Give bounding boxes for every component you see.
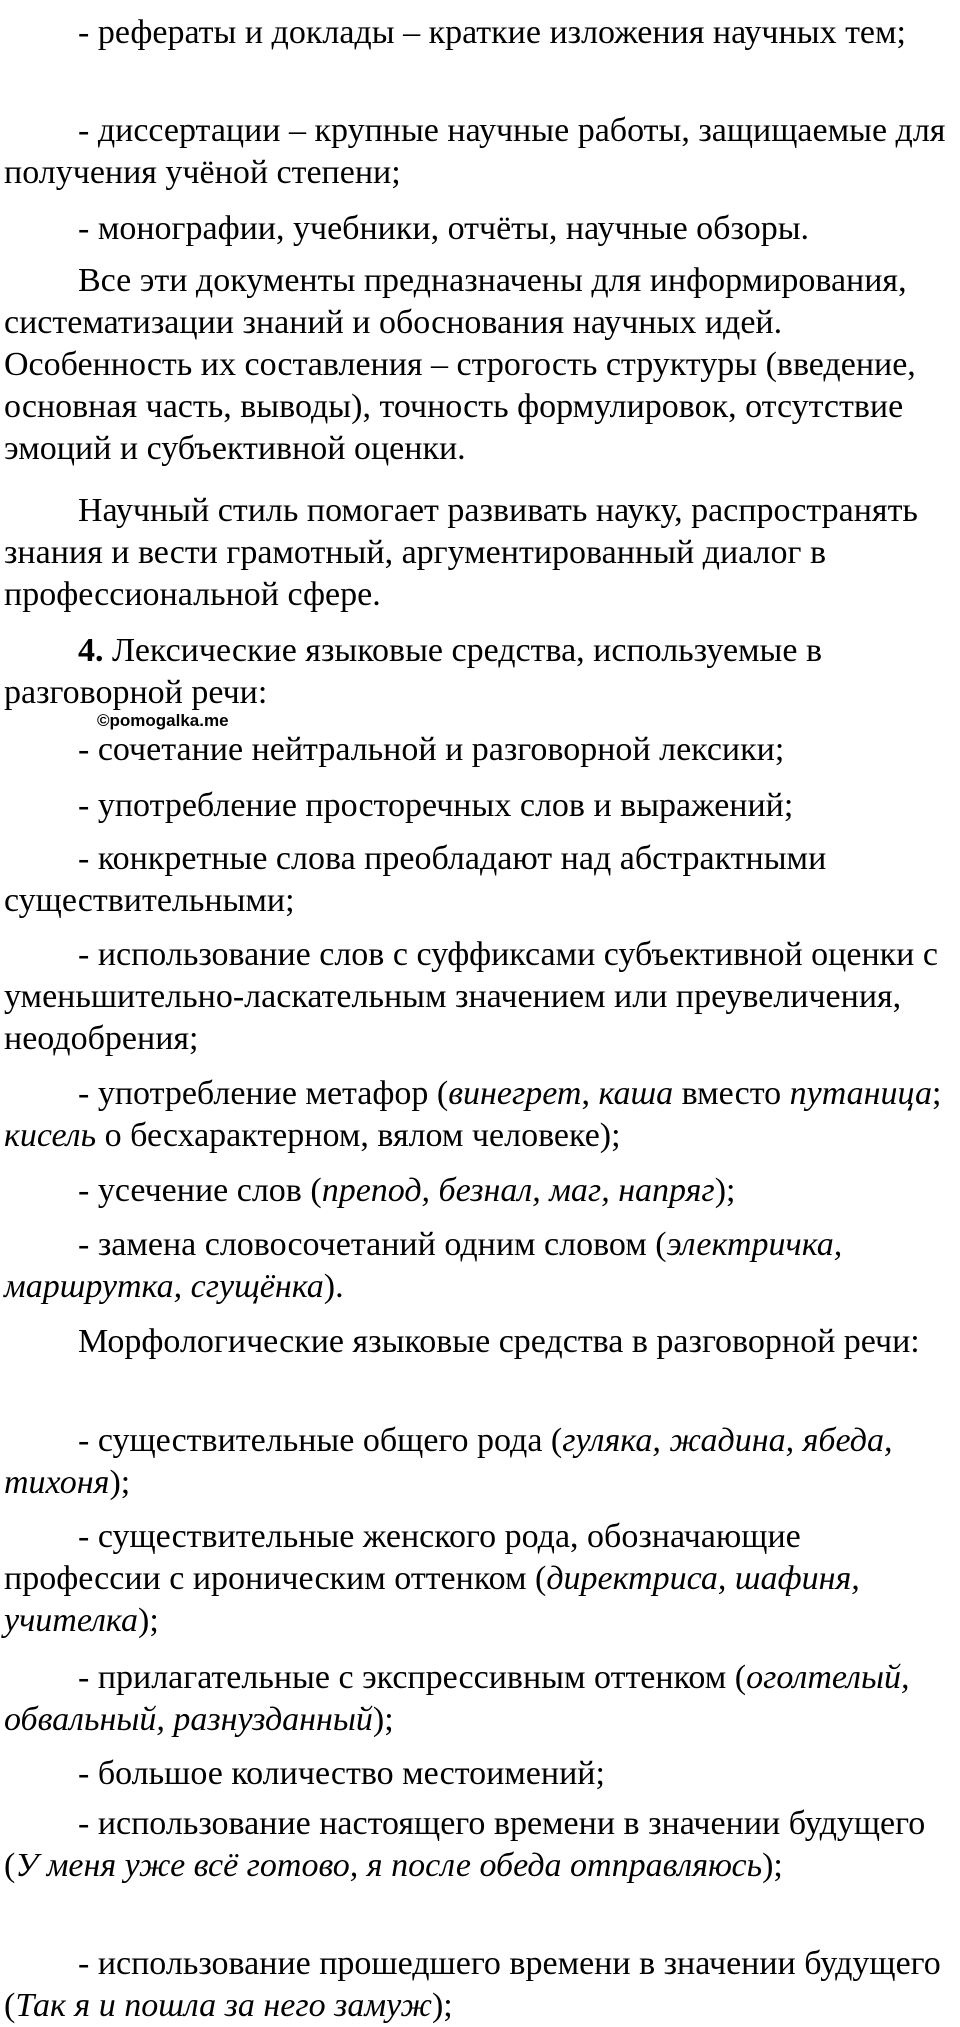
text-run: - сочетание нейтральной и разговорной лексики; [78, 731, 785, 768]
italic-example-text: гуляка, жадина, ябеда, тихоня [4, 1422, 893, 1501]
watermark: ©pomogalka.me [97, 711, 229, 730]
text-run: Лексические языковые средства, используемые в разговорной речи: [4, 632, 823, 711]
text-run: - диссертации – крупные научные работы, защищаемые для получения учёной степени; [4, 112, 946, 191]
paragraph [4, 1516, 954, 1642]
text-run: - замена словосочетаний одним словом ( [78, 1226, 667, 1263]
text-run: вместо [673, 1075, 790, 1112]
text-run: , [581, 1075, 599, 1112]
paragraph [4, 490, 954, 616]
paragraph [4, 1803, 954, 1887]
paragraph [4, 1753, 954, 1795]
italic-example-text: директриса, шафиня, учителка [4, 1560, 860, 1639]
paragraph [4, 630, 954, 714]
text-run: Морфологические языковые средства в разговорной речи: [78, 1323, 920, 1360]
text-run: ); [431, 1987, 453, 2024]
text-run: о бесхарактерном, вялом человеке); [96, 1117, 621, 1154]
text-run: Научный стиль помогает развивать науку, распространять знания и вести грамотный, аргументированный диалог в профессиональной сфере. [4, 492, 918, 613]
italic-example-text: Так я и пошла за него замуж [15, 1987, 432, 2024]
paragraph [4, 1657, 954, 1741]
italic-example-text: путаница [789, 1075, 932, 1112]
italic-example-text: электричка, маршрутка, сгущёнка [4, 1226, 843, 1305]
italic-example-text: препод, безнал, маг, напряг [321, 1172, 715, 1209]
paragraph [4, 1943, 954, 2027]
paragraph [4, 1073, 954, 1157]
paragraph [4, 729, 954, 771]
text-run: ). [323, 1268, 344, 1305]
text-run: ); [109, 1464, 131, 1501]
paragraph [4, 838, 954, 922]
text-run: - конкретные слова преобладают над абстрактными существительными; [4, 840, 827, 919]
text-run: ); [762, 1847, 783, 1884]
paragraph [4, 12, 954, 54]
text-run: - прилагательные с экспрессивным оттенком ( [78, 1659, 747, 1696]
paragraph [4, 1224, 954, 1308]
italic-example-text: оголтелый, обвальный, разнузданный [4, 1659, 910, 1738]
item-number: 4. [78, 632, 104, 669]
text-run: ); [372, 1701, 394, 1738]
text-run: ); [714, 1172, 736, 1209]
italic-example-text: У меня уже всё готово, я после обеда отправляюсь [15, 1847, 763, 1884]
text-run: - рефераты и доклады – краткие изложения научных тем; [78, 14, 906, 51]
text-run: ; [931, 1075, 942, 1112]
text-run: - употребление просторечных слов и выражений; [78, 787, 794, 824]
paragraph [4, 934, 954, 1060]
italic-example-text: кисель [4, 1117, 97, 1154]
paragraph [4, 1420, 954, 1504]
text-run: - использование настоящего времени в значении будущего ( [4, 1805, 926, 1884]
text-run: - большое количество местоимений; [78, 1755, 605, 1792]
text-run: Все эти документы предназначены для информирования, систематизации знаний и обоснования научных идей. Особенность их составления – строгость структуры (введение, основная часть, выводы), точность формулировок, отсутствие эмоций и субъективной оценки. [4, 262, 916, 467]
text-run: - существительные женского рода, обозначающие профессии с ироническим оттенком ( [4, 1518, 801, 1597]
paragraph [4, 110, 954, 194]
text-run: - существительные общего рода ( [78, 1422, 563, 1459]
paragraph [4, 1170, 954, 1212]
paragraph [4, 1321, 954, 1363]
text-run: - усечение слов ( [78, 1172, 322, 1209]
text-run: - употребление метафор ( [78, 1075, 449, 1112]
italic-example-text: каша [598, 1075, 674, 1112]
paragraph [4, 785, 954, 827]
text-run: - использование прошедшего времени в значении будущего ( [4, 1945, 941, 2024]
text-run: - использование слов с суффиксами субъективной оценки с уменьшительно-ласкательным значением или преувеличения, неодобрения; [4, 936, 938, 1057]
text-run: ); [138, 1602, 159, 1639]
italic-example-text: винегрет [448, 1075, 582, 1112]
paragraph [4, 260, 954, 470]
paragraph [4, 208, 954, 250]
text-run: - монографии, учебники, отчёты, научные обзоры. [78, 210, 810, 247]
